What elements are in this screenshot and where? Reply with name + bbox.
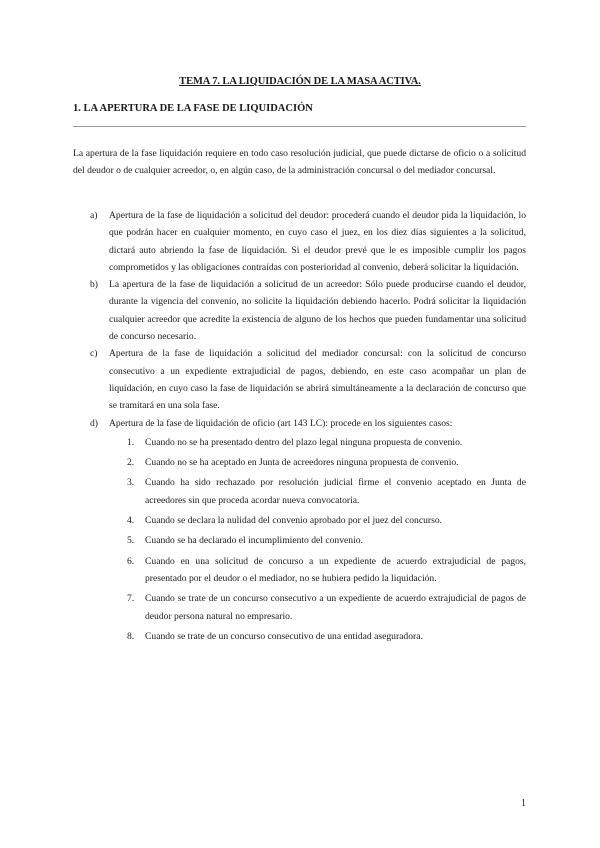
list-subitem (73, 474, 526, 509)
list-item-a (73, 207, 526, 276)
subitem-text: Cuando se trate de un concurso consecutivo de una entidad aseguradora. (145, 630, 423, 642)
list-item-text: Apertura de la fase de liquidación a solicitud del deudor: procederá cuando el deudor pida la liquidación, lo que podrán hacer en cualquier momento, en cuyo caso el juez, en los diez días siguientes a la solicitud, dictará auto abriendo la fase de liquidación. Si el deudor prevé que le es imposible cumplir los pagos comprometidos y las obligaciones contraídas con posterioridad al convenio, deberá solicitar la liquidación. (109, 210, 526, 273)
list-item-text: La apertura de la fase de liquidación a solicitud de un acreedor: Sólo puede producirse cuando el deudor, durante la vigencia del convenio, no solicite la liquidación debiendo hacerlo. Podrá solicitar la liquidación cualquier acreedor que acredite la existencia de alguno de los hechos que pueden fundamentar una solicitud de concurso necesario. (109, 279, 526, 343)
subitem-text: Cuando ha sido rechazado por resolución judicial firme el convenio aceptado en Junta de acreedores sin que proceda acordar nueva convocatoria. (145, 477, 526, 506)
subitem-text: Cuando no se ha aceptado en Junta de acreedores ninguna propuesta de convenio. (145, 457, 459, 469)
list-item-b (73, 276, 526, 345)
subitem-text: Cuando se declara la nulidad del convenio aprobado por el juez del concurso. (145, 515, 443, 527)
page-number: 1 (521, 798, 526, 809)
list-subitem (73, 512, 526, 529)
oficio-cases-list (73, 434, 526, 645)
subitem-marker: 8. (127, 630, 135, 642)
list-subitem (73, 628, 526, 645)
section-heading: 1. LA APERTURA DE LA FASE DE LIQUIDACIÓN (73, 103, 313, 114)
list-item-d (73, 415, 526, 432)
list-marker: c) (90, 348, 98, 360)
intro-paragraph: La apertura de la fase liquidación requiere en todo caso resolución judicial, que puede dictarse de oficio o a solicitud del deudor o de cualquier acreedor, o, en algún caso, de la administración concursal o del mediador concursal. (73, 148, 526, 177)
list-subitem (73, 454, 526, 471)
subitem-marker: 6. (127, 555, 135, 567)
page-title: TEMA 7. LA LIQUIDACIÓN DE LA MASA ACTIVA. (179, 76, 421, 87)
subitem-text: Cuando se trate de un concurso consecutivo a un expediente de acuerdo extrajudicial de pagos de deudor persona natural no empresario. (145, 593, 526, 622)
list-item-text: Apertura de la fase de liquidación de oficio (art 143 LC): procede en los siguientes casos: (109, 417, 453, 429)
list-marker: d) (90, 417, 98, 429)
subitem-text: Cuando en una solicitud de concurso a un expediente de acuerdo extrajudicial de pagos, presentado por el deudor o el mediador, no se hubiera pedido la liquidación. (145, 555, 526, 584)
section-divider (73, 126, 526, 127)
list-subitem (73, 434, 526, 451)
list-subitem (73, 590, 526, 625)
subitem-text: Cuando se ha declarado el incumplimiento del convenio. (145, 535, 363, 547)
subitem-marker: 1. (127, 436, 135, 448)
subitem-marker: 2. (127, 457, 135, 469)
apertura-list (73, 207, 526, 648)
subitem-marker: 7. (127, 593, 135, 605)
subitem-marker: 3. (127, 477, 135, 489)
subitem-text: Cuando no se ha presentado dentro del plazo legal ninguna propuesta de convenio. (145, 436, 463, 448)
list-subitem (73, 532, 526, 549)
list-subitem (73, 553, 526, 588)
subitem-marker: 5. (127, 535, 135, 547)
list-marker: b) (90, 279, 98, 291)
list-marker: a) (90, 210, 98, 221)
subitem-marker: 4. (127, 515, 135, 527)
list-item-c (73, 345, 526, 414)
list-item-text: Apertura de la fase de liquidación a solicitud del mediador concursal: con la solicitud de concurso consecutivo a un expediente extrajudicial de pagos, debiendo, en este caso acompañar un plan de liquidación, en cuyo caso la fase de liquidación se abrirá simultáneamente a la declaración de concurso que se tramitará en una sola fase. (109, 348, 526, 412)
